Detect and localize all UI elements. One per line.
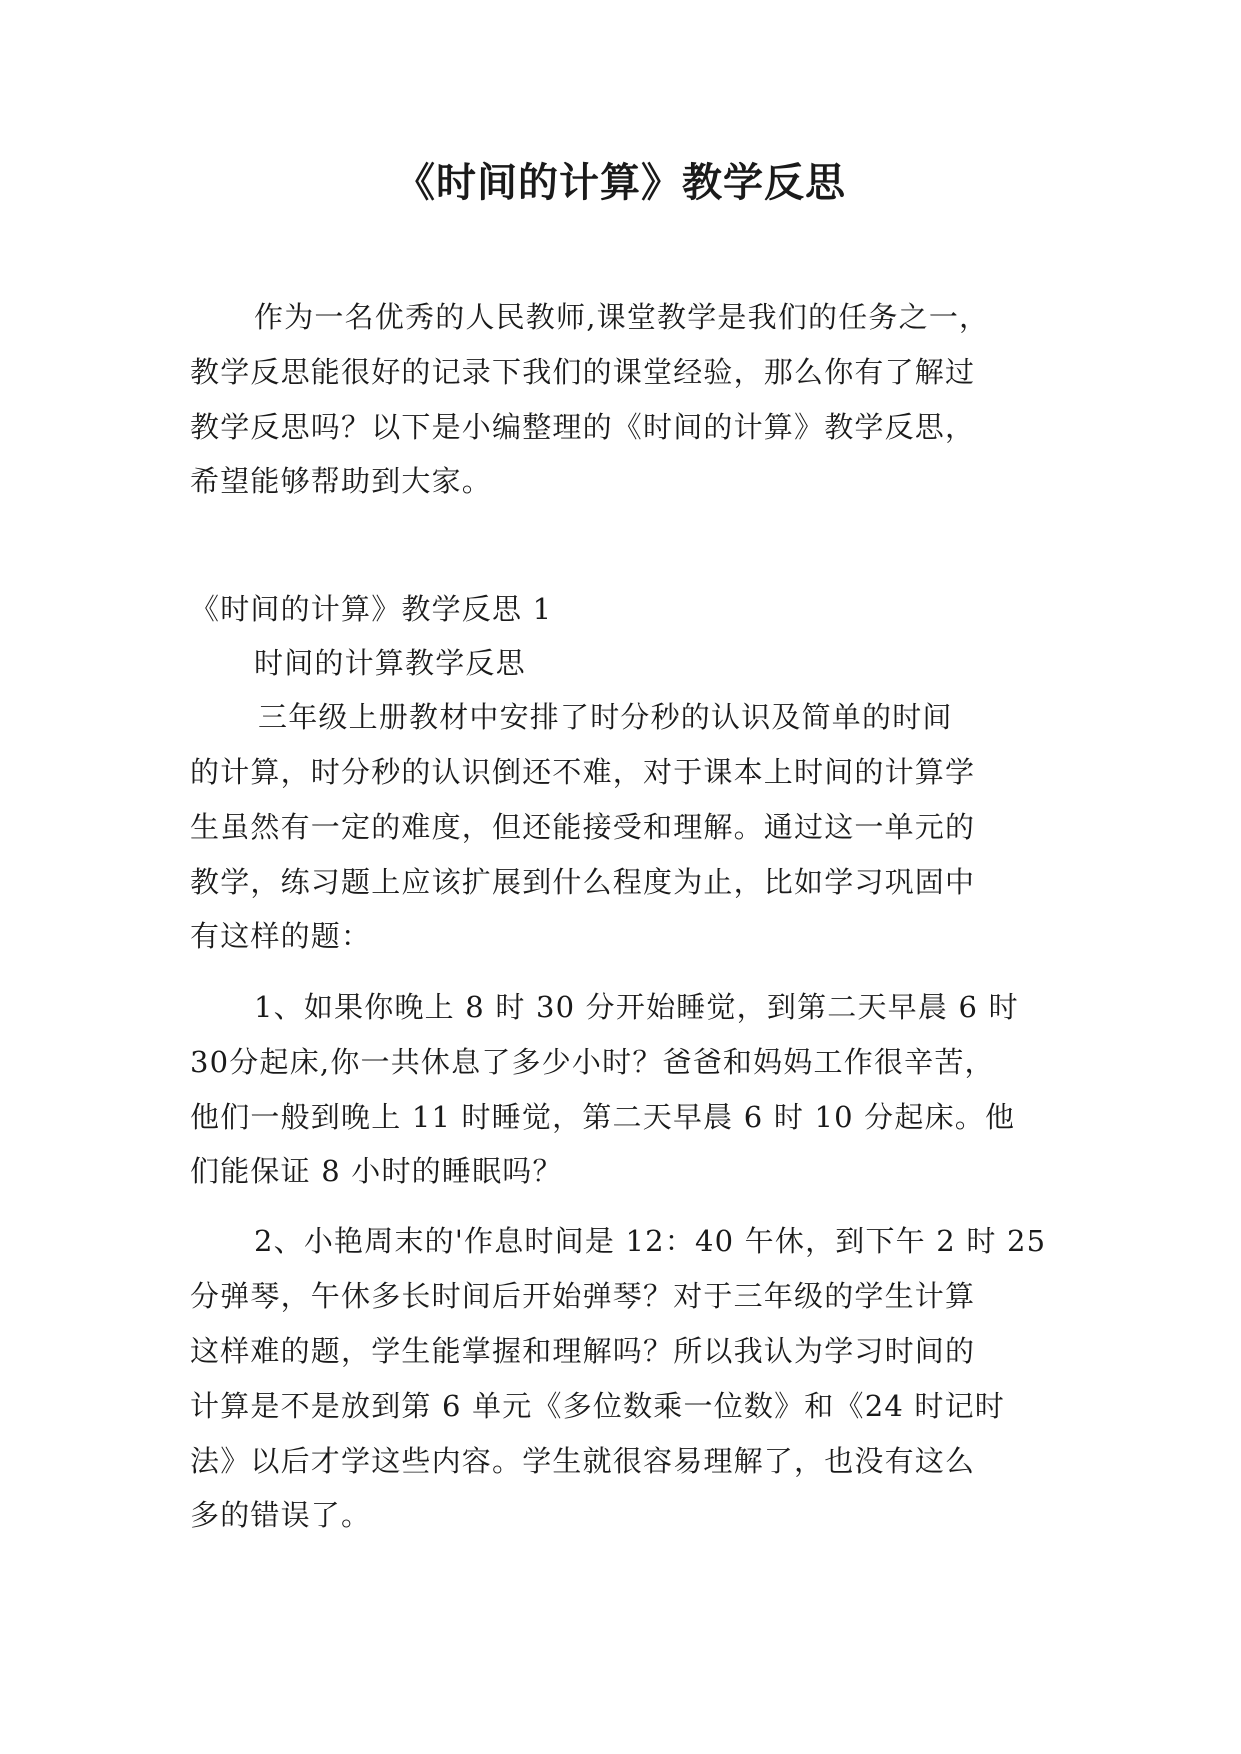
list-item-line: 他们一般到晚上 11 时睡觉，第二天早晨 6 时 10 分起床。他 <box>190 1100 1016 1134</box>
list-item-line: 法》以后才学这些内容。学生就很容易理解了，也没有这么 <box>190 1444 976 1478</box>
list-item-line: 计算是不是放到第 6 单元《多位数乘一位数》和《24 时记时 <box>190 1389 1006 1423</box>
subheading: 时间的计算教学反思 <box>254 646 526 680</box>
paragraph-line: 生虽然有一定的难度，但还能接受和理解。通过这一单元的 <box>190 810 976 844</box>
list-item-line: 1、如果你晚上 8 时 30 分开始睡觉，到第二天早晨 6 时 <box>254 990 1019 1024</box>
intro-line: 教学反思吗？以下是小编整理的《时间的计算》教学反思， <box>190 410 976 444</box>
list-item-line: 多的错误了。 <box>190 1498 372 1532</box>
list-item-line: 分弹琴，午休多长时间后开始弹琴？对于三年级的学生计算 <box>190 1279 976 1313</box>
paragraph-line: 教学，练习题上应该扩展到什么程度为止，比如学习巩固中 <box>190 865 976 899</box>
intro-line: 希望能够帮助到大家。 <box>190 464 493 498</box>
paragraph-line: 有这样的题： <box>190 919 372 953</box>
document-title: 《时间的计算》教学反思 <box>395 160 846 206</box>
list-item-line: 们能保证 8 小时的睡眠吗？ <box>190 1154 563 1188</box>
list-item-line: 2、小艳周末的'作息时间是 12：40 午休，到下午 2 时 25 <box>254 1224 1047 1258</box>
section-heading: 《时间的计算》教学反思 1 <box>190 592 553 626</box>
paragraph-line: 三年级上册教材中安排了时分秒的认识及简单的时间 <box>258 700 953 734</box>
intro-line: 教学反思能很好的记录下我们的课堂经验，那么你有了解过 <box>190 355 976 389</box>
paragraph-line: 的计算，时分秒的认识倒还不难，对于课本上时间的计算学 <box>190 755 976 789</box>
list-item-line: 这样难的题，学生能掌握和理解吗？所以我认为学习时间的 <box>190 1334 976 1368</box>
list-item-line: 30分起床,你一共休息了多少小时？爸爸和妈妈工作很辛苦， <box>190 1045 995 1079</box>
intro-line: 作为一名优秀的人民教师,课堂教学是我们的任务之一， <box>254 300 990 334</box>
